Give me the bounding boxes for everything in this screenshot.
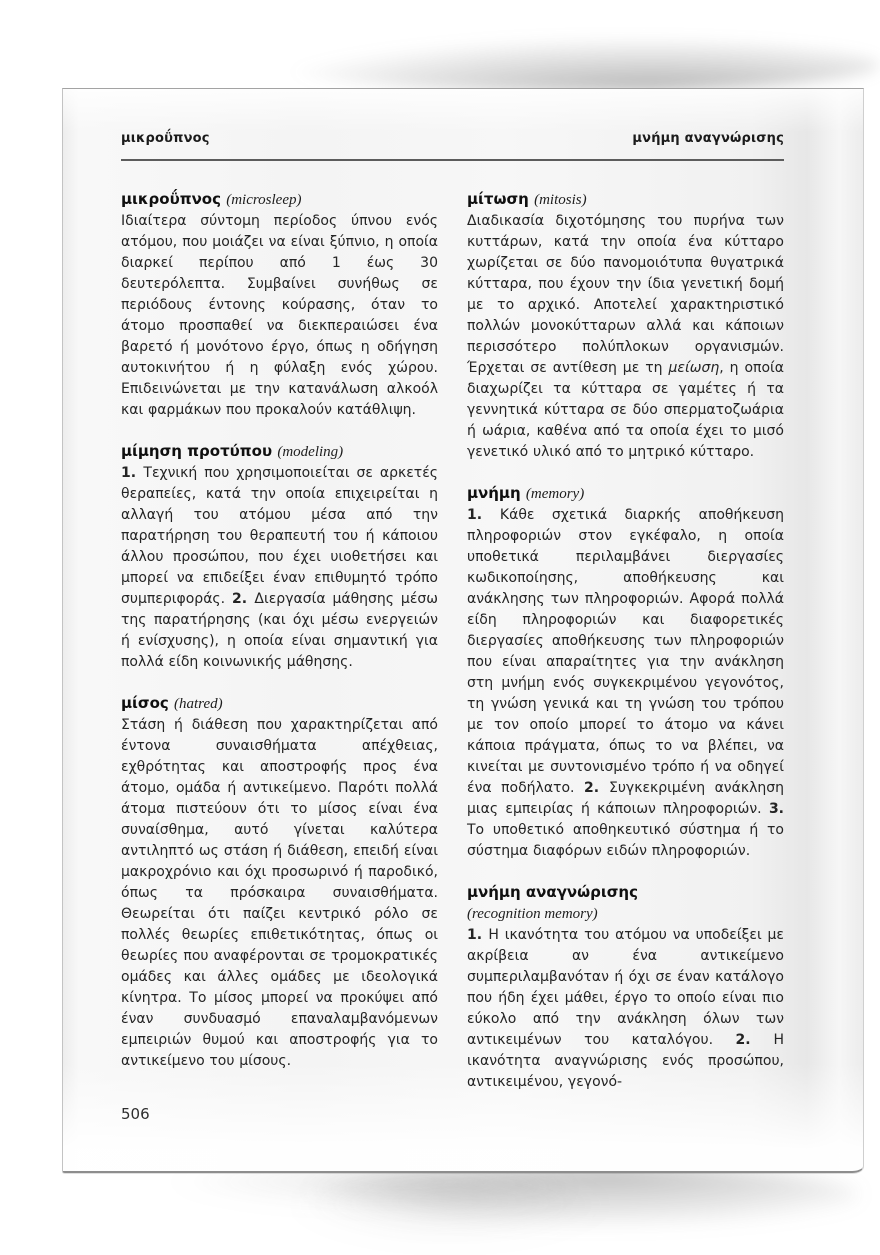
column-right (467, 189, 784, 1113)
dictionary-page (62, 88, 864, 1173)
dictionary-entry (121, 441, 438, 673)
definition-text: Η ικανότητα αναγνώρισης ενός προσώπου, αντικειμένου, γεγονό- (467, 1032, 785, 1090)
sense-number: 1. (467, 927, 489, 943)
running-head (121, 131, 784, 147)
definition-text: Συγκεκριμένη ανάκληση μιας εμπειρίας ή κάποιων πληροφοριών. (467, 780, 785, 817)
definition-text: Διαδικασία διχοτόμησης του πυρήνα των κυττάρων, κατά την οποία ένα κύτταρο χωρίζεται σε δύο πανομοιότυπα θυγατρικά κύτταρα, που έχουν την ίδια γενετική δομή με το αρχικό. Αποτελεί χαρακτηριστικό πολλών μονοκύτταρων αλλά και κάποιων περισσότερο πολύπλοκων οργανισμών. Έρχεται σε αντίθεση με τη (467, 213, 784, 376)
entry-term-english: (recognition memory) (467, 906, 598, 922)
dictionary-entry (121, 693, 438, 1072)
entry-headline (121, 693, 438, 715)
entry-definition (467, 505, 784, 862)
entry-headline (467, 189, 784, 211)
entry-headword: μίτωση (467, 190, 529, 208)
header-rule (121, 159, 784, 161)
sense-number: 1. (467, 507, 500, 523)
definition-text: Το υποθετικό αποθηκευτικό σύστημα ή το σύστημα διαφόρων ειδών πληροφοριών. (467, 822, 784, 859)
sense-number: 2. (584, 780, 609, 796)
definition-text: , η οποία διαχωρίζει τα κύτταρα σε γαμέτες ή τα γεννητικά κύτταρα σε δύο σπερματοζωάρια ή ωάρια, καθένα από τα οποία έχει το μισό γενετικό υλικό από το μητρικό κύτταρο. (467, 360, 784, 460)
entry-headline (467, 882, 784, 925)
running-head-left: μικροΰπνος (121, 131, 210, 146)
definition-text: Διεργασία μάθησης μέσω της παρατήρησης (και όχι μέσω ενεργειών ή ενίσχυσης), η οποία είναι σημαντική για πολλά είδη κοινωνικής μάθησης. (121, 591, 438, 670)
entry-definition (467, 925, 784, 1093)
entry-headline (121, 441, 438, 463)
page-stack-shadow-top (280, 38, 880, 92)
entry-headline (467, 483, 784, 505)
entry-term-english: (memory) (525, 486, 585, 502)
sense-number: 3. (768, 801, 784, 817)
page-number: 506 (121, 1105, 150, 1123)
entry-headword: μικροΰπνος (121, 190, 221, 208)
dictionary-entry (121, 189, 438, 421)
entry-definition (121, 463, 438, 673)
entry-term-english: (hatred) (174, 696, 223, 712)
dictionary-entry (467, 483, 784, 862)
entry-headword: μνήμη (467, 484, 521, 502)
definition-text: Κάθε σχετικά διαρκής αποθήκευση πληροφοριών στον εγκέφαλο, η οποία υποθετικά περιλαμβάνει διεργασίες κωδικοποίησης, αποθήκευσης και ανάκλησης των πληροφοριών. Αφορά πολλά είδη πληροφοριών και διαφορετικές διεργασίες αποθήκευσης των πληροφοριών που είναι απαραίτητες για την ανάκληση στη μνήμη ενός συγκεκριμένου γεγονότος, τη γνώση γενικά και τη γνώση του τρόπου με τον οποίο μπορεί το άτομο να κάνει κάποια πράγματα, όπως το να βλέπει, να κινείται με συντονισμένο τρόπο ή να οδηγεί ένα ποδήλατο. (467, 507, 784, 796)
entry-headword: μνήμη αναγνώρισης (467, 883, 639, 901)
entry-definition (121, 211, 438, 421)
entry-definition (467, 211, 784, 463)
running-head-right: μνήμη αναγνώρισης (632, 131, 784, 146)
dictionary-entry (467, 882, 784, 1093)
definition-text: Στάση ή διάθεση που χαρακτηρίζεται από έντονα συναισθήματα απέχθειας, εχθρότητας και αποστροφής προς ένα άτομο, ομάδα ή αντικείμενο. Παρότι πολλά άτομα πιστεύουν ότι το μίσος είναι ένα συναίσθημα, αυτό γίνεται καλύτερα αντιληπτό ως στάση ή διάθεση, επειδή είναι μακροχρόνιο και όχι προσωρινό ή παροδικό, όπως τα πρόσκαιρα συναισθήματα. Θεωρείται ότι παίζει κεντρικό ρόλο σε πολλές θεωρίες επιθετικότητας, όπως οι θεωρίες που αναφέρονται σε τρομοκρατικές ομάδες και άλλες ομάδες με ιδεολογικά κίνητρα. Το μίσος μπορεί να προκύψει από έναν συνδυασμό επαναλαμβανόμενων εμπειριών θυμού και αποστροφής για το αντικείμενο του μίσους. (121, 717, 438, 1069)
entry-term-english: (microsleep) (226, 192, 302, 208)
sense-number: 2. (232, 591, 255, 607)
column-left (121, 189, 438, 1113)
entry-term-english: (modeling) (277, 444, 344, 460)
dictionary-entry (467, 189, 784, 463)
sense-number: 2. (735, 1032, 774, 1048)
entry-headword: μίμηση προτύπου (121, 442, 273, 460)
sense-number: 1. (121, 465, 144, 481)
definition-text: Ιδιαίτερα σύντομη περίοδος ύπνου ενός ατόμου, που μοιάζει να είναι ξύπνιο, η οποία διαρκεί περίπου από 1 έως 30 δευτερόλεπτα. Συμβαίνει συνήθως σε περιόδους έντονης κούρασης, όταν το άτομο προσπαθεί να διεκπεραιώσει ένα βαρετό ή μονότονο έργο, όπως η οδήγηση αυτοκινήτου ή η φύλαξη ενός χώρου. Επιδεινώνεται με την κατανάλωση αλκοόλ και φαρμάκων που προκαλούν κατάθλιψη. (121, 213, 438, 418)
entry-definition (121, 715, 438, 1072)
entry-term-english: (mitosis) (534, 192, 587, 208)
definition-text: Τεχνική που χρησιμοποιείται σε αρκετές θεραπείες, κατά την οποία επιχειρείται η αλλαγή του ατόμου μέσα από την παρατήρηση του θεραπευτή του ή κάποιου άλλου προσώπου, που έχει υιοθετήσει και μπορεί να επιδείξει έναν επιθυμητό τρόπο συμπεριφοράς. (121, 465, 438, 607)
cross-reference: μείωση (668, 360, 720, 376)
page-shadow-bottom-curl (280, 1182, 620, 1244)
entry-headline (121, 189, 438, 211)
text-columns (121, 189, 784, 1113)
definition-text: Η ικανότητα του ατόμου να υποδείξει με ακρίβεια αν ένα αντικείμενο συμπεριλαμβανόταν ή όχι σε έναν κατάλογο που ήδη έχει μάθει, έργο το οποίο είναι πιο εύκολο από την ανάκληση όλων των αντικειμένων του καταλόγου. (467, 927, 784, 1048)
entry-headword: μίσος (121, 694, 169, 712)
